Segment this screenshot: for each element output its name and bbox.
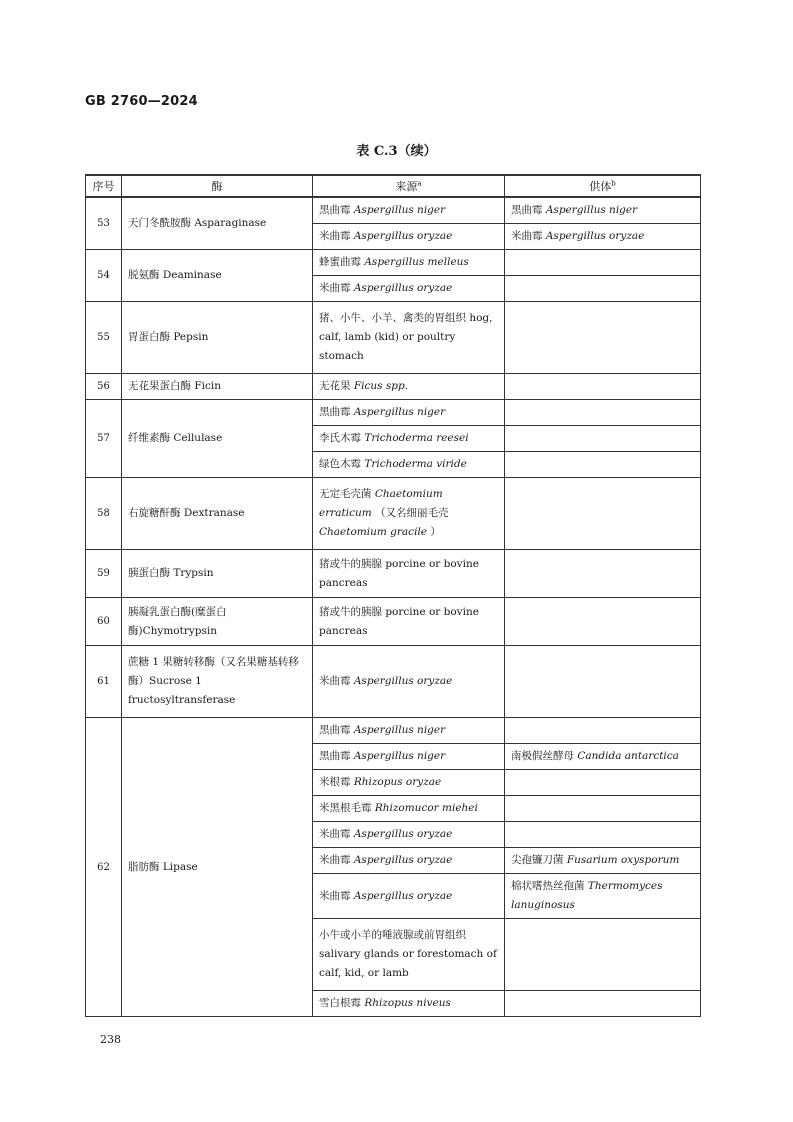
source-name: 李氏木霉: [319, 432, 361, 444]
source-latin-name: Chaetomium erraticum: [319, 488, 443, 519]
source-latin-name: Rhizopus oryzae: [353, 776, 442, 788]
donor-cell: [505, 478, 701, 550]
donor-name: 米曲霉: [511, 230, 543, 242]
source-latin-name: Aspergillus niger: [353, 724, 446, 736]
table-row: [86, 718, 701, 744]
enzyme-name: 右旋糖酐酶 Dextranase: [122, 478, 313, 550]
source-latin-name: Aspergillus niger: [353, 204, 446, 216]
row-number: 54: [86, 250, 122, 302]
source-latin-name: Aspergillus oryzae: [353, 282, 453, 294]
donor-latin-name: Fusarium oxysporum: [566, 854, 680, 866]
source-alias: （又名细丽毛壳: [375, 507, 449, 519]
donor-cell: [505, 197, 701, 224]
page-number: 238: [100, 1033, 121, 1046]
enzyme-name: 胰蛋白酶 Trypsin: [122, 550, 313, 598]
donor-cell: [505, 874, 701, 919]
source-latin-name: Aspergillus oryzae: [353, 230, 453, 242]
row-number: 61: [86, 646, 122, 718]
source-name: 米曲霉: [319, 675, 351, 687]
table-row: [86, 250, 701, 276]
source-cell: [313, 550, 505, 598]
enzyme-name: 无花果蛋白酶 Ficin: [122, 374, 313, 400]
row-number: 59: [86, 550, 122, 598]
source-name: 蜂蜜曲霉: [319, 256, 361, 268]
source-name: 米曲霉: [319, 282, 351, 294]
source-name: 黑曲霉: [319, 204, 351, 216]
table-header-row: [86, 175, 701, 197]
source-cell: [313, 718, 505, 744]
source-cell: [313, 646, 505, 718]
source-cell: [313, 276, 505, 302]
enzyme-name: 脱氨酶 Deaminase: [122, 250, 313, 302]
source-name: 无花果: [319, 380, 351, 392]
source-cell: [313, 822, 505, 848]
enzyme-table: [85, 174, 701, 1017]
donor-cell: [505, 796, 701, 822]
source-name: 米曲霉: [319, 828, 351, 840]
row-number: 57: [86, 400, 122, 478]
source-name: 无定毛壳菌: [319, 488, 372, 500]
enzyme-name: 脂肪酶 Lipase: [122, 718, 313, 1017]
row-number: 53: [86, 197, 122, 250]
donor-cell: [505, 744, 701, 770]
table-title: 表 C.3（续）: [356, 144, 437, 159]
donor-cell: [505, 374, 701, 400]
source-name: 绿色木霉: [319, 458, 361, 470]
table-row: [86, 197, 701, 224]
source-alias-close: ）: [430, 526, 441, 538]
donor-cell: [505, 224, 701, 250]
donor-latin-name: Aspergillus oryzae: [545, 230, 645, 242]
donor-cell: [505, 426, 701, 452]
document-id: GB 2760—2024: [85, 94, 198, 109]
col-header-donor: [505, 175, 701, 197]
source-cell: [313, 770, 505, 796]
donor-latin-name: Thermomyces lanuginosus: [511, 880, 663, 911]
donor-cell: [505, 991, 701, 1017]
source-cell: [313, 374, 505, 400]
source-name: 米根霉: [319, 776, 351, 788]
source-cell: [313, 426, 505, 452]
row-number: 55: [86, 302, 122, 374]
source-cell: [313, 744, 505, 770]
table-row: [86, 550, 701, 598]
donor-cell: [505, 598, 701, 646]
donor-latin-name: Candida antarctica: [577, 750, 679, 762]
enzyme-name: 蔗糖 1 果糖转移酶（又名果糖基转移酶）Sucrose 1 fructosyltransferase: [122, 646, 313, 718]
col-header-donor-label: 供体: [589, 180, 612, 193]
row-number: 62: [86, 718, 122, 1017]
donor-cell: [505, 302, 701, 374]
source-latin-name: Rhizomucor miehei: [374, 802, 478, 814]
enzyme-name: 胃蛋白酶 Pepsin: [122, 302, 313, 374]
source-latin-name: Aspergillus oryzae: [353, 675, 453, 687]
donor-name: 黑曲霉: [511, 204, 543, 216]
row-number: 60: [86, 598, 122, 646]
donor-cell: [505, 919, 701, 991]
source-latin-name: Rhizopus niveus: [364, 997, 451, 1009]
source-latin-name: Aspergillus oryzae: [353, 854, 453, 866]
source-cell: [313, 302, 505, 374]
col-header-source: [313, 175, 505, 197]
source-cell: [313, 598, 505, 646]
enzyme-name: 天门冬酰胺酶 Asparaginase: [122, 197, 313, 250]
table-row: [86, 302, 701, 374]
source-cell: [313, 478, 505, 550]
source-cell: [313, 991, 505, 1017]
table-row: [86, 400, 701, 426]
row-number: 56: [86, 374, 122, 400]
donor-cell: [505, 770, 701, 796]
donor-latin-name: Aspergillus niger: [545, 204, 638, 216]
source-cell: [313, 400, 505, 426]
source-name: 米曲霉: [319, 854, 351, 866]
table-row: [86, 374, 701, 400]
source-latin-name: Aspergillus oryzae: [353, 889, 453, 902]
source-name: 猪或牛的胰腺 porcine or bovine pancreas: [319, 557, 479, 589]
table-row: [86, 598, 701, 646]
col-header-donor-footnote: b: [611, 179, 616, 188]
source-name: 小牛或小羊的唾液腺或前胃组织 salivary glands or forestomach of calf, kid, or lamb: [319, 929, 497, 979]
donor-cell: [505, 276, 701, 302]
source-name: 黑曲霉: [319, 406, 351, 418]
source-cell: [313, 874, 505, 919]
source-cell: [313, 250, 505, 276]
source-latin-name: Aspergillus oryzae: [353, 828, 453, 840]
table-row: [86, 478, 701, 550]
col-header-enzyme: 酶: [122, 175, 313, 197]
source-name: 猪或牛的胰腺 porcine or bovine pancreas: [319, 605, 479, 637]
source-name: 猪、小牛、小羊、禽类的胃组织 hog, calf, lamb (kid) or poultry stomach: [319, 312, 493, 362]
donor-cell: [505, 822, 701, 848]
donor-name: 尖孢镰刀菌: [511, 854, 564, 866]
source-cell: [313, 919, 505, 991]
donor-cell: [505, 452, 701, 478]
enzyme-name: 胰凝乳蛋白酶(糜蛋白酶)Chymotrypsin: [122, 598, 313, 646]
donor-name: 南极假丝酵母: [511, 750, 574, 762]
source-latin-name: Aspergillus niger: [353, 406, 446, 418]
source-name: 雪白根霉: [319, 997, 361, 1009]
enzyme-name: 纤维素酶 Cellulase: [122, 400, 313, 478]
col-header-source-footnote: a: [417, 179, 422, 188]
donor-cell: [505, 718, 701, 744]
source-cell: [313, 796, 505, 822]
source-latin-name: Trichoderma reesei: [364, 432, 469, 444]
source-cell: [313, 848, 505, 874]
row-number: 58: [86, 478, 122, 550]
source-latin-name: Aspergillus niger: [353, 750, 446, 762]
donor-cell: [505, 400, 701, 426]
source-latin-name: Ficus spp.: [353, 380, 409, 392]
source-latin-name: Trichoderma viride: [364, 458, 467, 470]
donor-cell: [505, 848, 701, 874]
col-header-source-label: 来源: [395, 180, 418, 193]
source-cell: [313, 197, 505, 224]
source-alias-latin: Chaetomium gracile: [319, 526, 427, 538]
source-cell: [313, 452, 505, 478]
donor-cell: [505, 550, 701, 598]
source-cell: [313, 224, 505, 250]
source-latin-name: Aspergillus melleus: [364, 256, 469, 268]
source-name: 黑曲霉: [319, 750, 351, 762]
source-name: 米黑根毛霉: [319, 802, 372, 814]
source-name: 米曲霉: [319, 889, 351, 902]
donor-cell: [505, 646, 701, 718]
source-name: 米曲霉: [319, 230, 351, 242]
source-name: 黑曲霉: [319, 724, 351, 736]
donor-cell: [505, 250, 701, 276]
col-header-no: 序号: [86, 175, 122, 197]
table-row: [86, 646, 701, 718]
donor-name: 棉状嗜热丝孢菌: [511, 880, 585, 892]
